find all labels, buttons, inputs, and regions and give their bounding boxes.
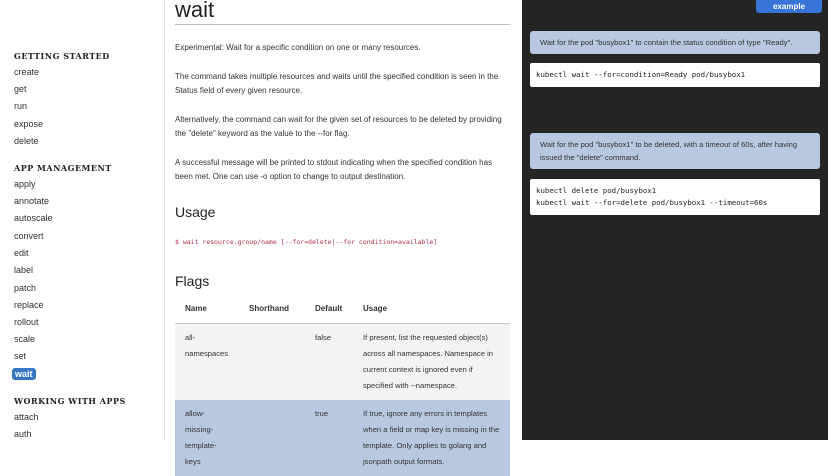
flags-table (175, 295, 510, 476)
example-code-block (530, 63, 820, 87)
examples-pane (522, 0, 828, 440)
sidebar-item-expose[interactable]: expose (14, 119, 44, 129)
description-paragraph: Alternatively, the command can wait for the given set of resources to be deleted by providing the "delete" keyword as the value to the --for flag. (175, 115, 502, 138)
sidebar-item-rollout[interactable]: rollout (14, 317, 39, 327)
sidebar-item-apply[interactable]: apply (14, 179, 36, 189)
table-row (175, 323, 510, 400)
flag-shorthand (239, 323, 305, 400)
sidebar-section-title: APP MANAGEMENT (14, 163, 112, 173)
main-content (164, 0, 522, 466)
sidebar-item-edit[interactable]: edit (14, 248, 29, 258)
sidebar-item-delete[interactable]: delete (14, 136, 39, 146)
column-header-name: Name (175, 295, 239, 323)
sidebar-item-scale[interactable]: scale (14, 334, 36, 344)
example-tab[interactable]: example (756, 0, 822, 13)
sidebar-section-title: WORKING WITH APPS (14, 396, 126, 406)
flag-usage: If present, list the requested object(s) across all namespaces. Namespace in current context is ignored even if specified with --namespace. (353, 323, 510, 400)
description-paragraph: A successful message will be printed to stdout indicating when the specified condition has been met. One can use -o option to change to output destination. (175, 158, 493, 181)
flags-heading: Flags (175, 273, 210, 289)
description-paragraph: The command takes multiple resources and waits until the specified condition is seen in the Status field of every given resource. (175, 72, 499, 95)
sidebar-section-title: GETTING STARTED (14, 51, 110, 61)
flag-default: true (305, 400, 353, 476)
sidebar-item-set[interactable]: set (14, 351, 27, 361)
sidebar-item-wait[interactable]: wait (12, 368, 36, 380)
flag-default: false (305, 323, 353, 400)
flag-usage: If true, ignore any errors in templates when a field or map key is missing in the template. Only applies to golang and jsonpath output formats. (353, 400, 510, 476)
table-header-row (175, 295, 510, 323)
sidebar (0, 0, 164, 440)
usage-heading: Usage (175, 204, 216, 220)
sidebar-item-auth[interactable]: auth (14, 429, 32, 439)
flag-name: allow-missing-template-keys (175, 400, 239, 476)
example-description: Wait for the pod "busybox1" to contain the status condition of type "Ready". (530, 31, 820, 54)
column-header-shorthand: Shorthand (239, 295, 305, 323)
page-title: wait (175, 0, 215, 22)
sidebar-item-create[interactable]: create (14, 67, 40, 77)
sidebar-item-replace[interactable]: replace (14, 300, 44, 310)
sidebar-item-convert[interactable]: convert (14, 231, 44, 241)
column-header-usage: Usage (353, 295, 510, 323)
column-header-default: Default (305, 295, 353, 323)
sidebar-item-run[interactable]: run (14, 101, 28, 111)
code-line: kubectl delete pod/busybox1 (536, 186, 657, 195)
title-divider (175, 24, 510, 25)
code-line: kubectl wait --for=delete pod/busybox1 --timeout=60s (536, 198, 768, 207)
table-row (175, 400, 510, 476)
sidebar-item-get[interactable]: get (14, 84, 27, 94)
code-line: kubectl wait --for=condition=Ready pod/busybox1 (536, 70, 746, 79)
flag-name: all-namespaces (175, 323, 239, 400)
sidebar-item-attach[interactable]: attach (14, 412, 39, 422)
description-paragraph: Experimental: Wait for a specific condition on one or many resources. (175, 43, 421, 52)
sidebar-item-patch[interactable]: patch (14, 283, 37, 293)
sidebar-item-annotate[interactable]: annotate (14, 196, 50, 206)
sidebar-item-autoscale[interactable]: autoscale (14, 213, 53, 223)
flag-shorthand (239, 400, 305, 476)
example-description: Wait for the pod "busybox1" to be deleted, with a timeout of 60s, after having issued the "delete" command. (530, 133, 820, 169)
example-code-block (530, 179, 820, 215)
sidebar-item-label[interactable]: label (14, 265, 34, 275)
usage-command: $ wait resource.group/name [--for=delete|--for condition=available] (175, 238, 438, 246)
